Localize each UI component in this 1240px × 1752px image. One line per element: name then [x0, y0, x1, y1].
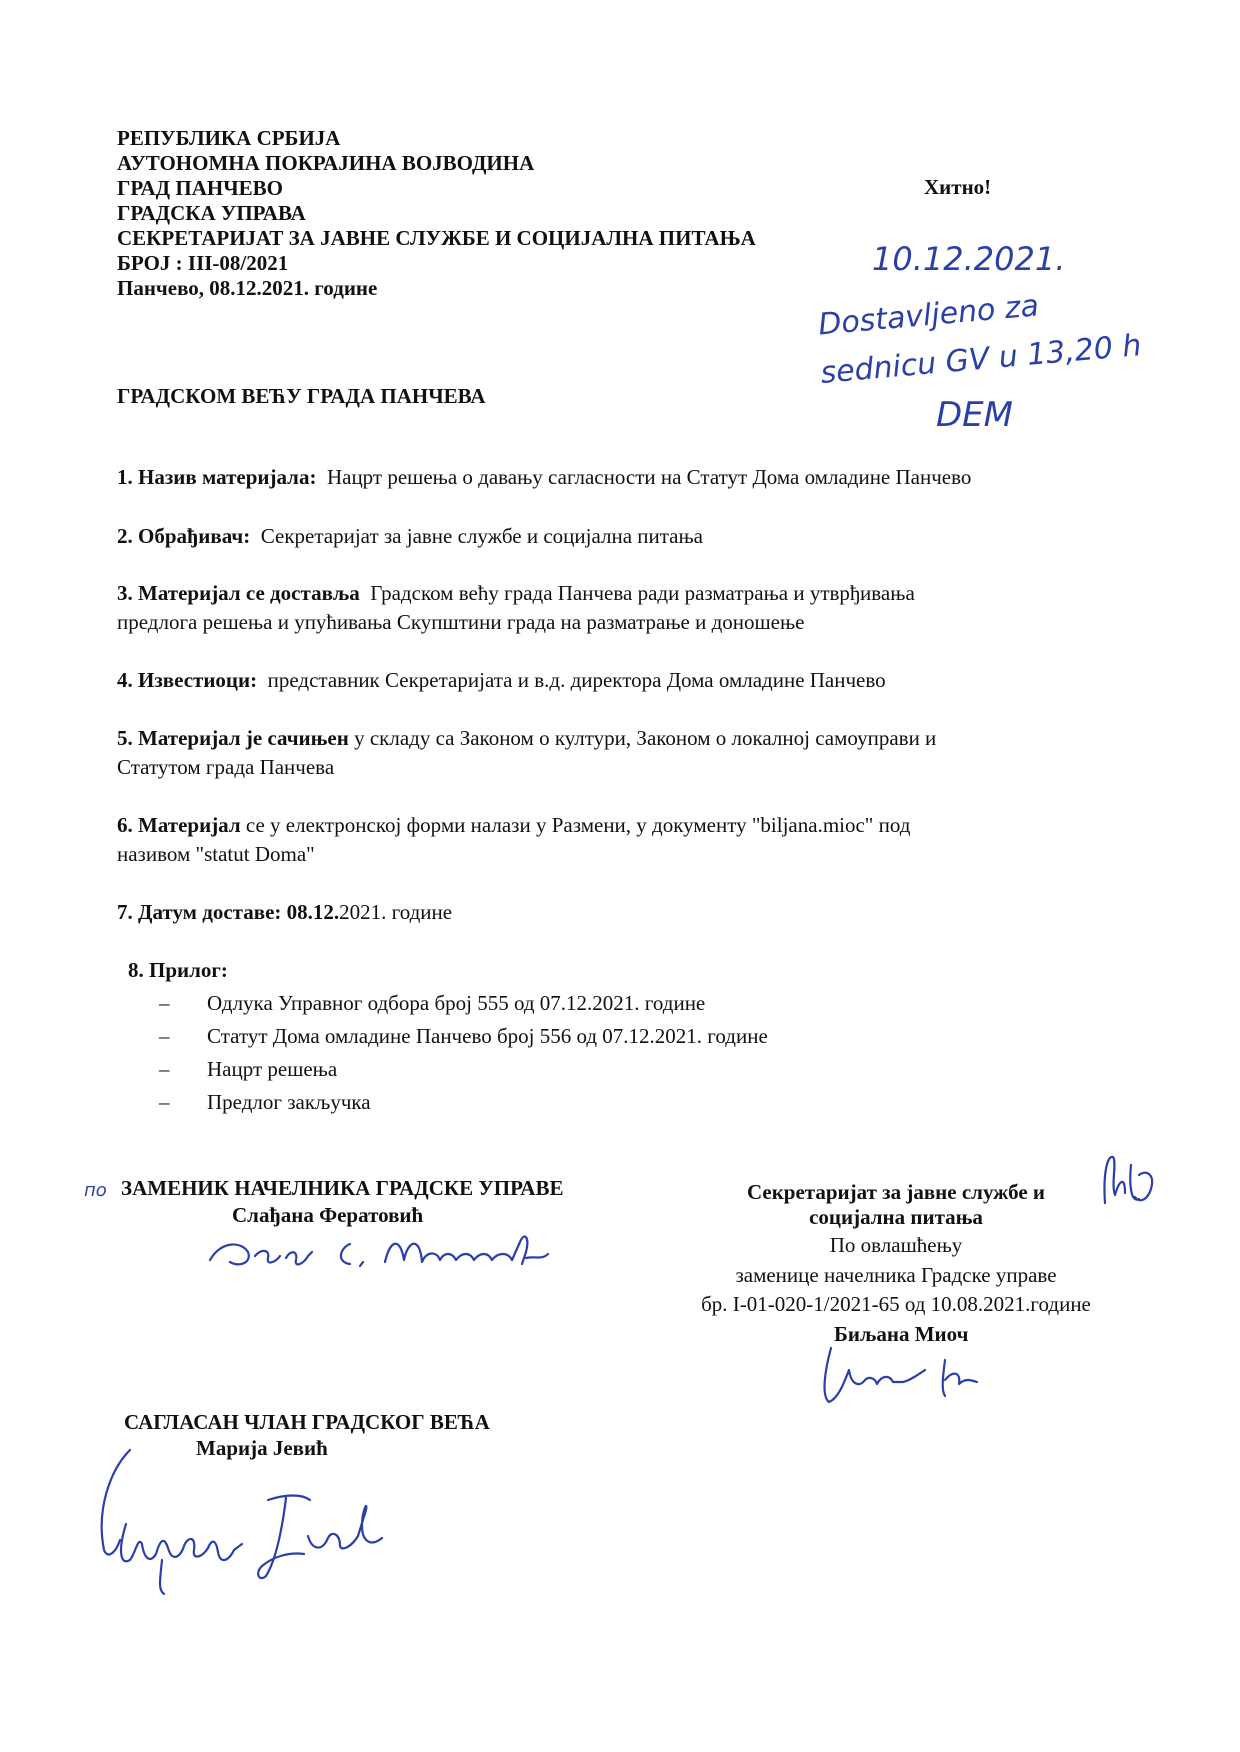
attachment-text: Статут Дома омладине Панчево број 556 од 07.12.2021. године — [207, 1024, 768, 1048]
by-authority-mark: по — [84, 1180, 107, 1201]
attachment-text: Предлог закључка — [207, 1090, 371, 1114]
deputy-head-name: Слађана Фератовић — [232, 1203, 424, 1227]
council-member-title: САГЛАСАН ЧЛАН ГРАДСКОГ ВЕЋА — [124, 1410, 490, 1434]
attachment-text: Нацрт решења — [207, 1057, 338, 1081]
document-number: БРОЈ : III-08/2021 — [117, 251, 289, 275]
dash-bullet: – — [159, 1057, 170, 1081]
item-compliance-continued: Статутом града Панчева — [117, 755, 335, 779]
item-text: Секретаријат за јавне службе и социјална питања — [260, 524, 704, 548]
attachments-title: 8. Прилог: — [128, 958, 228, 982]
attachment-item — [159, 1020, 768, 1053]
item-label: 7. Датум доставе: 08.12. — [117, 900, 340, 924]
deputy-head-title: ЗАМЕНИК НАЧЕЛНИКА ГРАДСКЕ УПРАВЕ — [121, 1176, 564, 1200]
header-line-secretariat: СЕКРЕТАРИЈАТ ЗА ЈАВНЕ СЛУЖБЕ И СОЦИЈАЛНА ПИТАЊА — [117, 226, 756, 250]
item-delivered-to — [117, 579, 915, 607]
authorization-line: По овлашћењу — [829, 1233, 963, 1257]
item-text: у складу са Законом о култури, Законом о локалној самоуправи и — [354, 726, 937, 750]
item-text: 2021. године — [339, 900, 453, 924]
item-text: Градском већу града Панчева ради разматрања и утврђивања — [370, 581, 915, 605]
dash-bullet: – — [159, 1024, 170, 1048]
handwritten-line-2: sednicu GV u 13,20 h — [819, 328, 1143, 391]
attachment-text: Одлука Управног одбора број 555 од 07.12.2021. године — [207, 991, 706, 1015]
secretary-signature — [815, 1340, 1015, 1410]
document-date: Панчево, 08.12.2021. године — [117, 276, 378, 300]
header-line-province: АУТОНОМНА ПОКРАЈИНА ВОЈВОДИНА — [117, 151, 535, 175]
item-label: 3. Материјал се доставља — [117, 581, 360, 605]
secretariat-title-line-1: Секретаријат за јавне службе и — [746, 1180, 1046, 1204]
item-reporters — [117, 666, 886, 694]
item-text: представник Секретаријата и в.д. директора Дома омладине Панчево — [267, 668, 886, 692]
attachment-item — [159, 987, 768, 1020]
item-material-name — [117, 463, 971, 491]
header-line-republic: РЕПУБЛИКА СРБИЈА — [117, 126, 341, 150]
item-text: Нацрт решења о давању сагласности на Статут Дома омладине Панчево — [326, 465, 972, 489]
attachment-item — [159, 1053, 768, 1086]
item-processor — [117, 522, 703, 550]
attachments-list — [159, 987, 768, 1119]
handwritten-initials: DEM — [936, 395, 1013, 435]
item-label: 6. Материјал — [117, 813, 241, 837]
initials-signature-right — [1095, 1145, 1175, 1215]
dash-bullet: – — [159, 991, 170, 1015]
addressee: ГРАДСКОМ ВЕЋУ ГРАДА ПАНЧЕВА — [117, 384, 486, 408]
deputy-head-signature — [200, 1222, 580, 1282]
item-label: 4. Известиоци: — [117, 668, 258, 692]
item-label: 2. Обрађивач: — [117, 524, 251, 548]
attachment-item — [159, 1086, 768, 1119]
urgent-mark: Хитно! — [924, 175, 992, 199]
item-electronic-form-continued: називом "statut Doma" — [117, 842, 315, 866]
item-electronic-form — [117, 811, 910, 839]
item-compliance — [117, 724, 936, 752]
authorization-source-line: заменице начелника Градске управе — [735, 1263, 1057, 1287]
authorization-number-line: бр. I-01-020-1/2021-65 од 10.08.2021.године — [701, 1292, 1091, 1316]
item-text: се у електронској форми налази у Размени, у документу "biljana.mioc" под — [245, 813, 911, 837]
dash-bullet: – — [159, 1090, 170, 1114]
secretary-name: Биљана Миоч — [834, 1322, 969, 1346]
item-label: 5. Материјал је сачињен — [117, 726, 349, 750]
council-member-name: Марија Јевић — [196, 1436, 328, 1460]
item-delivered-to-continued: предлога решења и упућивања Скупштини града на разматрање и доношење — [117, 610, 805, 634]
handwritten-line-1: Dostavljeno za — [816, 288, 1041, 343]
handwritten-date: 10.12.2021. — [872, 240, 1066, 278]
item-delivery-date — [117, 898, 452, 926]
item-label: 1. Назив материјала: — [117, 465, 317, 489]
header-line-administration: ГРАДСКА УПРАВА — [117, 201, 306, 225]
council-member-signature — [90, 1440, 420, 1600]
secretariat-title-line-2: социјална питања — [809, 1205, 983, 1229]
header-line-city: ГРАД ПАНЧЕВО — [117, 176, 283, 200]
